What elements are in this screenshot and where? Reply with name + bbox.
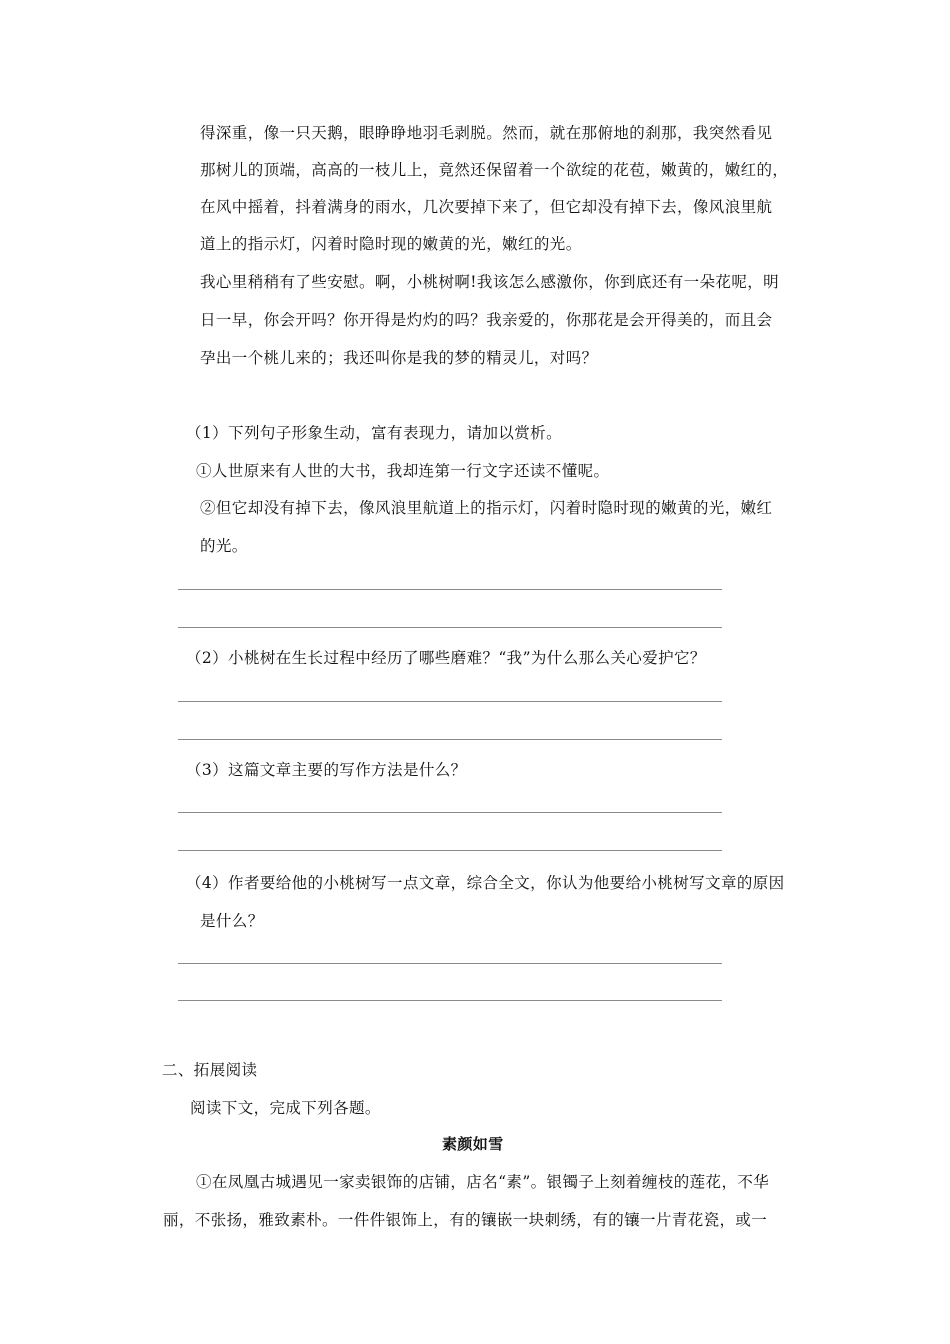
answer-line[interactable] [178,701,722,702]
passage-line: 日一早，你会开吗？你开得是灼灼的吗？我亲爱的，你那花是会开得美的，而且会 [200,311,773,329]
answer-line[interactable] [178,963,722,964]
section-heading: 二、拓展阅读 [162,1061,258,1079]
question-2-prompt: （2）小桃树在生长过程中经历了哪些磨难？“我”为什么那么关心爱护它？ [186,649,706,667]
question-3-prompt: （3）这篇文章主要的写作方法是什么？ [186,761,467,779]
question-1-sentence-1: ①人世原来有人世的大书，我却连第一行文字还读不懂呢。 [196,462,610,480]
passage-line: 道上的指示灯，闪着时隐时现的嫩黄的光，嫩红的光。 [200,235,582,253]
passage-line: 得深重，像一只天鹅，眼睁睁地羽毛剥脱。然而，就在那俯地的刹那，我突然看见 [200,124,773,142]
question-4-prompt-cont: 是什么？ [200,912,264,930]
article-line: ①在凤凰古城遇见一家卖银饰的店铺，店名“素”。银镯子上刻着缠枝的莲花，不华 [196,1173,770,1191]
answer-line[interactable] [178,739,722,740]
question-1-sentence-2-cont: 的光。 [200,537,248,555]
answer-line[interactable] [178,850,722,851]
passage-line: 我心里稍稍有了些安慰。啊，小桃树啊!我该怎么感激你，你到底还有一朵花呢，明 [200,273,780,291]
section-instruction: 阅读下文，完成下列各题。 [190,1099,381,1117]
article-line: 丽，不张扬，雅致素朴。一件件银饰上，有的镶嵌一块刺绣，有的镶一片青花瓷，或一 [163,1211,768,1229]
answer-line[interactable] [178,627,722,628]
passage-line: 孕出一个桃儿来的；我还叫你是我的梦的精灵儿，对吗？ [200,349,598,367]
question-1-prompt: （1）下列句子形象生动，富有表现力，请加以赏析。 [186,424,562,442]
answer-line[interactable] [178,589,722,590]
passage-line: 在风中摇着，抖着满身的雨水，几次要掉下来了，但它却没有掉下去，像风浪里航 [200,198,773,216]
article-title: 素颜如雪 [442,1135,504,1153]
answer-line[interactable] [178,812,722,813]
passage-line: 那树儿的顶端，高高的一枝儿上，竟然还保留着一个欲绽的花苞，嫩黄的，嫩红的， [200,161,789,179]
answer-line[interactable] [178,1000,722,1001]
question-4-prompt: （4）作者要给他的小桃树写一点文章，综合全文，你认为他要给小桃树写文章的原因 [186,874,785,892]
question-1-sentence-2: ②但它却没有掉下去，像风浪里航道上的指示灯，闪着时隐时现的嫩黄的光，嫩红 [200,499,773,517]
